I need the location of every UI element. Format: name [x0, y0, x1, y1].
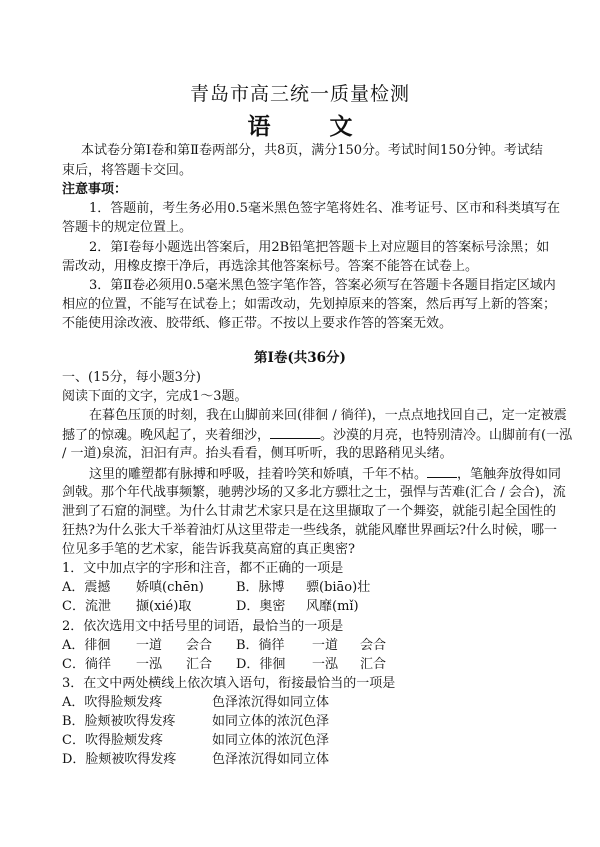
answer-blank-2: [427, 465, 457, 478]
part-1-title: 第Ⅰ卷(共36分): [254, 350, 346, 366]
passage-text: ，笔触奔放得如同: [457, 467, 562, 482]
subject-title: 语 文: [247, 113, 371, 140]
option-a: A．震撼: [62, 580, 111, 595]
reading-instruction: 阅读下面的文字，完成1～3题。: [62, 389, 248, 404]
note-3-line-1: 3．第Ⅱ卷必须用0.5毫米黑色签字笔作答，答案必须写在答题卡各题目指定区域内: [89, 278, 556, 293]
note-2-line-1: 2．第Ⅰ卷每小题选出答案后，用2B铅笔把答题卡上对应题目的答案标号涂黑；如: [89, 240, 550, 255]
passage-p2-line-1: [89, 465, 600, 483]
section-1-heading: 一、(15分，每小题3分): [62, 370, 201, 385]
note-1-line-1: 1．答题前，考生务必用0.5毫米黑色签字笔将姓名、准考证号、区市和科类填写在: [89, 201, 560, 216]
option-a-part-2: 色泽浓沉得如同立体: [212, 695, 330, 710]
option-d: D．徘徊: [236, 657, 286, 672]
passage-p2-line-3: 泄到了石窟的洞壁。为什么甘肃艺术家只是在这里撷取了一个舞姿，就能引起全国性的: [62, 504, 557, 519]
question-3-stem: 3．在文中两处横线上依次填入语句，衔接最恰当的一项是: [62, 676, 396, 691]
passage-text: 撼了的惊魂。晚风起了，夹着细沙，: [62, 428, 271, 443]
question-2-stem: 2．依次选用文中括号里的词语，最恰当的一项是: [62, 619, 344, 634]
passage-p1-line-1: 在暮色压顶的时刻，我在山脚前来回(徘徊 / 徜徉)，一点点地找回自己，定一定被震: [89, 408, 567, 423]
option-d-word-2: 一泓: [312, 657, 339, 672]
option-a-part-1: A．吹得脸颊发疼: [62, 695, 163, 710]
passage-text: 这里的雕塑都有脉搏和呼吸，挂着吟笑和娇嗔，千年不枯。: [89, 467, 428, 482]
option-c-word-3: 汇合: [186, 657, 213, 672]
option-c-word-2: 一泓: [136, 657, 163, 672]
exam-title: 青岛市高三统一质量检测: [189, 83, 410, 105]
answer-blank-1: [270, 426, 320, 439]
passage-p2-line-2: 剑戟。那个年代战事频繁，驰骋沙场的又多北方骠壮之士，强悍与苦难(汇合 / 会合)，流: [62, 485, 566, 500]
option-c-text: 撷(xié)取: [136, 599, 192, 614]
option-b: B．脉博: [236, 580, 285, 595]
option-a-word-3: 会合: [186, 638, 213, 653]
option-b: B．徜徉: [236, 638, 285, 653]
option-d: D．奥密: [236, 599, 286, 614]
option-c: C．流泄: [62, 599, 111, 614]
note-1-line-2: 答题卡的规定位置上。: [62, 220, 193, 235]
option-b-part-2: 如同立体的浓沉色泽: [212, 714, 330, 729]
option-a-word-2: 一道: [136, 638, 163, 653]
notes-heading: 注意事项：: [62, 182, 128, 197]
passage-p1-line-3: / 一道)泉流，汩汩有声。抬头看看，侧耳听听，我的思路稍见头绪。: [62, 446, 453, 461]
passage-p1-line-2: [62, 426, 600, 444]
option-b-text: 骠(biāo)壮: [306, 580, 371, 595]
note-2-line-2: 需改动，用橡皮擦干净后，再选涂其他答案标号。答案不能答在试卷上。: [62, 259, 479, 274]
option-d-text: 风靡(mǐ): [306, 599, 359, 614]
option-d-part-1: D．脸颊被吹得发疼: [62, 752, 177, 767]
option-a: A．徘徊: [62, 638, 111, 653]
note-3-line-3: 不能使用涂改液、胶带纸、修正带。不按以上要求作答的答案无效。: [62, 316, 453, 331]
intro-line-2: 束后，将答题卡交回。: [62, 163, 193, 178]
passage-p2-line-5: 位见多手笔的艺术家，能告诉我莫高窟的真正奥密?: [62, 542, 355, 557]
option-a-text: 娇嗔(chēn): [136, 580, 204, 595]
option-d-part-2: 色泽浓沉得如同立体: [212, 752, 330, 767]
passage-text: 。沙漠的月亮，也特别清冷。山脚前有(一泓: [320, 428, 573, 443]
passage-p2-line-4: 狂热?为什么张大千举着油灯从这里带走一些线条，就能风靡世界画坛?什么时候，哪一: [62, 523, 557, 538]
option-b-part-1: B．脸颊被吹得发疼: [62, 714, 176, 729]
option-d-word-3: 汇合: [360, 657, 387, 672]
intro-line-1: 本试卷分第Ⅰ卷和第Ⅱ卷两部分，共8页，满分150分。考试时间150分钟。考试结: [81, 143, 543, 158]
option-b-word-3: 会合: [360, 638, 387, 653]
option-c-part-1: C．吹得脸颊发疼: [62, 733, 163, 748]
question-1-stem: 1．文中加点字的字形和注音，都不正确的一项是: [62, 561, 344, 576]
option-b-word-2: 一道: [312, 638, 339, 653]
option-c: C．徜徉: [62, 657, 111, 672]
option-c-part-2: 如同立体的浓沉色泽: [212, 733, 330, 748]
note-3-line-2: 相应的位置，不能写在试卷上；如需改动，先划掉原来的答案，然后再写上新的答案；: [62, 297, 557, 312]
